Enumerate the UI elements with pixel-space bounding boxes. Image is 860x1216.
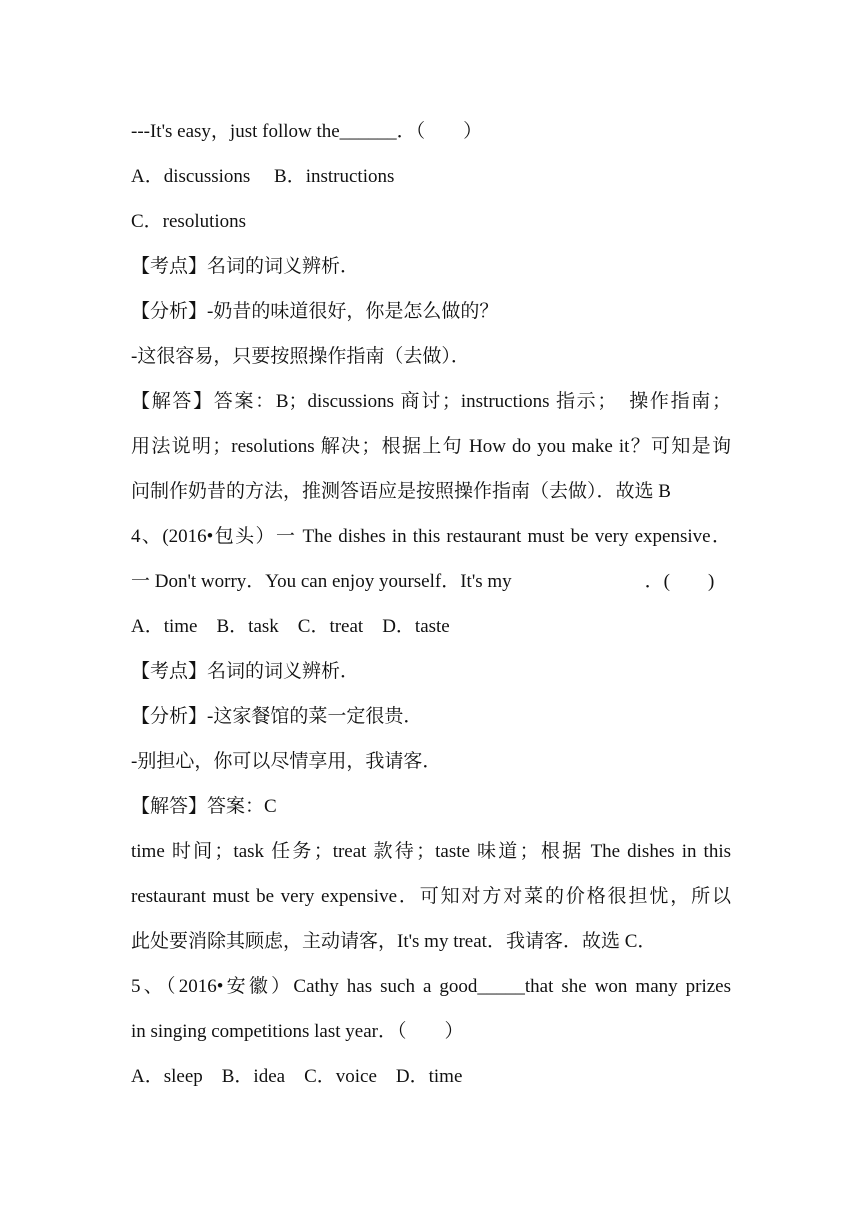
question-3-analysis: 【分析】-奶昔的味道很好，你是怎么做的？ [131,301,499,322]
question-content [131,109,731,1099]
question-4-solution: 【解答】答案：C [131,796,277,817]
question-5-stem: 5、（2016•安徽）Cathy has such a good_____that she won many prizes [131,976,731,997]
question-4-explanation: time 时间；task 任务；treat 款待；taste 味道；根据 The dishes in this [131,841,731,862]
question-4-key-point: 【考点】名词的词义辨析． [131,661,360,682]
question-3-solution-conclusion: 问制作奶昔的方法，推测答语应是按照操作指南（去做）．故选 B [131,481,671,502]
question-4-response: 一 Don't worry．You can enjoy yourself．It's my ．( ) [131,571,715,592]
question-4-explanation-continued: restaurant must be very expensive．可知对方对菜的价格很担忧，所以 [131,886,731,907]
question-4-analysis-continued: -别担心，你可以尽情享用，我请客． [131,751,442,772]
question-3-analysis-continued: -这很容易，只要按照操作指南（去做）． [131,346,470,367]
question-5-stem-continued: in singing competitions last year．（ ） [131,1021,464,1042]
question-3-key-point: 【考点】名词的词义辨析． [131,256,360,277]
question-4-stem: 4、(2016•包头）一 The dishes in this restaurant must be very expensive． [131,526,731,547]
question-3-answer-prompt: ---It's easy，just follow the______．（ ） [131,121,483,142]
question-4-analysis: 【分析】-这家餐馆的菜一定很贵． [131,706,423,727]
question-4-options: A．time B．task C．treat D．taste [131,616,450,637]
question-3-options-ab: A．discussions B．instructions [131,166,395,187]
question-5-options: A．sleep B．idea C．voice D．time [131,1066,463,1087]
question-3-solution: 【解答】答案：B；discussions 商讨；instructions 指示； 操作指南； [131,391,731,412]
question-4-explanation-conclusion: 此处要消除其顾虑，主动请客，It's my treat．我请客．故选 C． [131,931,657,952]
question-3-option-c: C．resolutions [131,211,247,232]
question-3-solution-continued: 用法说明；resolutions 解决；根据上句 How do you make it？可知是询 [131,436,731,457]
